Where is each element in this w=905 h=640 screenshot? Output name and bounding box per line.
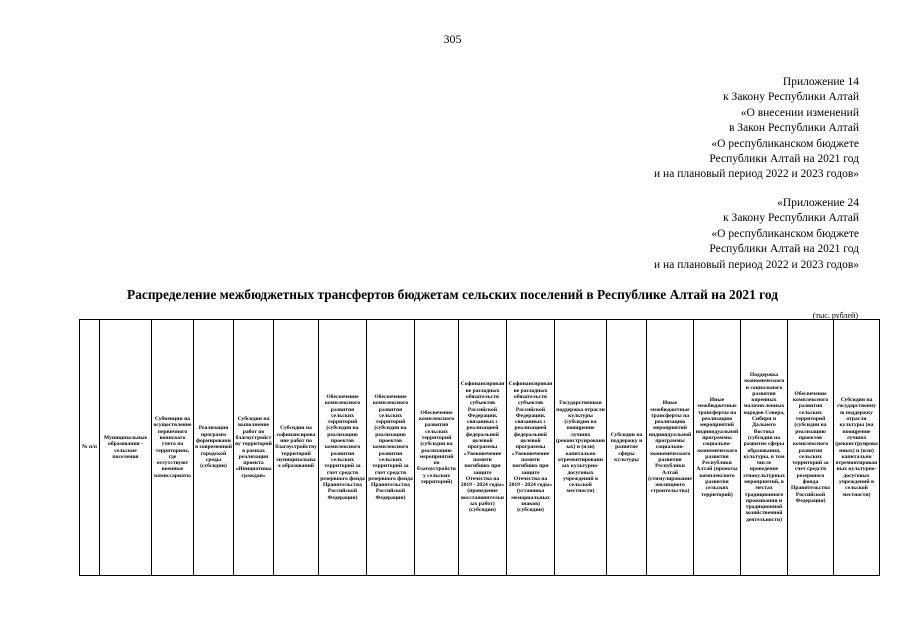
column-header: Софинансирование расходных обязательств субъектов Российской Федерации, связанных с реализацией федеральной целевой программы «Увековечение памяти погибших при защите Отечества на 2019 - 2024 годы» (установка мемориальных знаков) (субсидии) (507, 320, 555, 576)
page-number: 305 (443, 32, 462, 46)
appendix-line: и на плановый период 2022 и 2023 годов» (654, 168, 859, 181)
column-header: Субвенции на осуществление первичного воинского учета на территориях, где отсутствуют военные комиссариаты (152, 320, 194, 576)
column-header: Софинансирование расходных обязательств субъектов Российской Федерации, связанных с реализацией федеральной целевой программы «Увековечение памяти погибших при защите Отечества на 2019 - 2024 годы» (проведение восстановительных работ) (субсидии) (459, 320, 507, 576)
units-label: (тыс. рублей) (812, 311, 858, 320)
appendix-line: и на плановый период 2022 и 2023 годов» (654, 258, 859, 271)
transfers-table (79, 319, 880, 576)
column-header: Обеспечение комплексного развития сельских территорий (субсидии на реализацию проектов комплексного развития сельских территорий за счет средств резервного фонда Правительства Российской Федерации) (788, 320, 834, 576)
appendix-line: к Закону Республики Алтай (723, 91, 859, 104)
appendix-line: Республики Алтай на 2021 год (709, 153, 859, 166)
column-header: Реализация программ формирования современной городской среды (субсидии) (194, 320, 234, 576)
column-header: № п/п (80, 320, 100, 576)
appendix-line: Республики Алтай на 2021 год (709, 243, 859, 256)
appendix-14-heading (654, 75, 859, 183)
appendix-line: в Закон Республики Алтай (729, 122, 859, 135)
column-header: Муниципальные образования - сельские поселения (100, 320, 152, 576)
table-header-row (80, 320, 880, 576)
column-header: Субсидии на софинансирование работ по благоустройству территорий муниципальных образований (274, 320, 319, 576)
appendix-line: «О внесении изменений (740, 106, 859, 119)
column-header: Субсидии на выполнение работ по благоустройству территорий в рамках реализации проекта «Инициативы граждан» (234, 320, 274, 576)
column-header: Государственная поддержка отрасли культуры (субсидии на поощрение лучших (реконструированных) и (или) капитально отремонтированных культурно-досуговых учреждений в сельской местности) (555, 320, 607, 576)
appendix-24-heading (654, 196, 859, 273)
column-header: Иные межбюджетные трансферты на реализацию мероприятий индивидуальной программы социально-экономического развития Республики Алтай (проекты комплексного развития сельских территорий) (694, 320, 741, 576)
document-title: Распределение межбюджетных трансфертов бюджетам сельских поселений в Республике Алтай на 2021 год (127, 287, 778, 302)
appendix-line: «О республиканском бюджете (711, 227, 859, 240)
column-header: Субсидии на поддержку и развитие сферы культуры (607, 320, 647, 576)
column-header: Обеспечение комплексного развития сельских территорий (субсидии на реализацию проектов комплексного развития сельских территорий за счет средств резервного фонда Правительства Российской Федерации) (319, 320, 367, 576)
column-header: Поддержка экономического и социального развития коренных малочисленных народов Севера, Сибири и Дальнего Востока (субсидии на развитие сферы образования, культуры, в том числе проведение этнокультурных мероприятий, в местах традиционного проживания и традиционной хозяйственной деятельности) (741, 320, 788, 576)
appendix-line: к Закону Республики Алтай (723, 212, 859, 225)
appendix-line: Приложение 14 (782, 76, 859, 88)
column-header: Иные межбюджетные трансферты на реализацию мероприятий индивидуальной программы социально-экономического развития Республики Алтай (стимулирование жилищного строительства) (647, 320, 694, 576)
appendix-line: «О республиканском бюджете (711, 137, 859, 150)
column-header: Обеспечение комплексного развития сельских территорий (субсидии на реализацию мероприятий по благоустройству сельских территорий) (415, 320, 459, 576)
column-header: Субсидии на государственную поддержку отрасли культуры (на поощрение лучших (реконструированных) и (или) капитально отремонтированных культурно-досуговых учреждений в сельской местности) (834, 320, 880, 576)
column-header: Обеспечение комплексного развития сельских территорий (субсидии на реализацию проектов комплексного развития сельских территорий за счет средств резервного фонда Правительства Российской Федерации) (367, 320, 415, 576)
appendix-line: «Приложение 24 (777, 197, 859, 209)
